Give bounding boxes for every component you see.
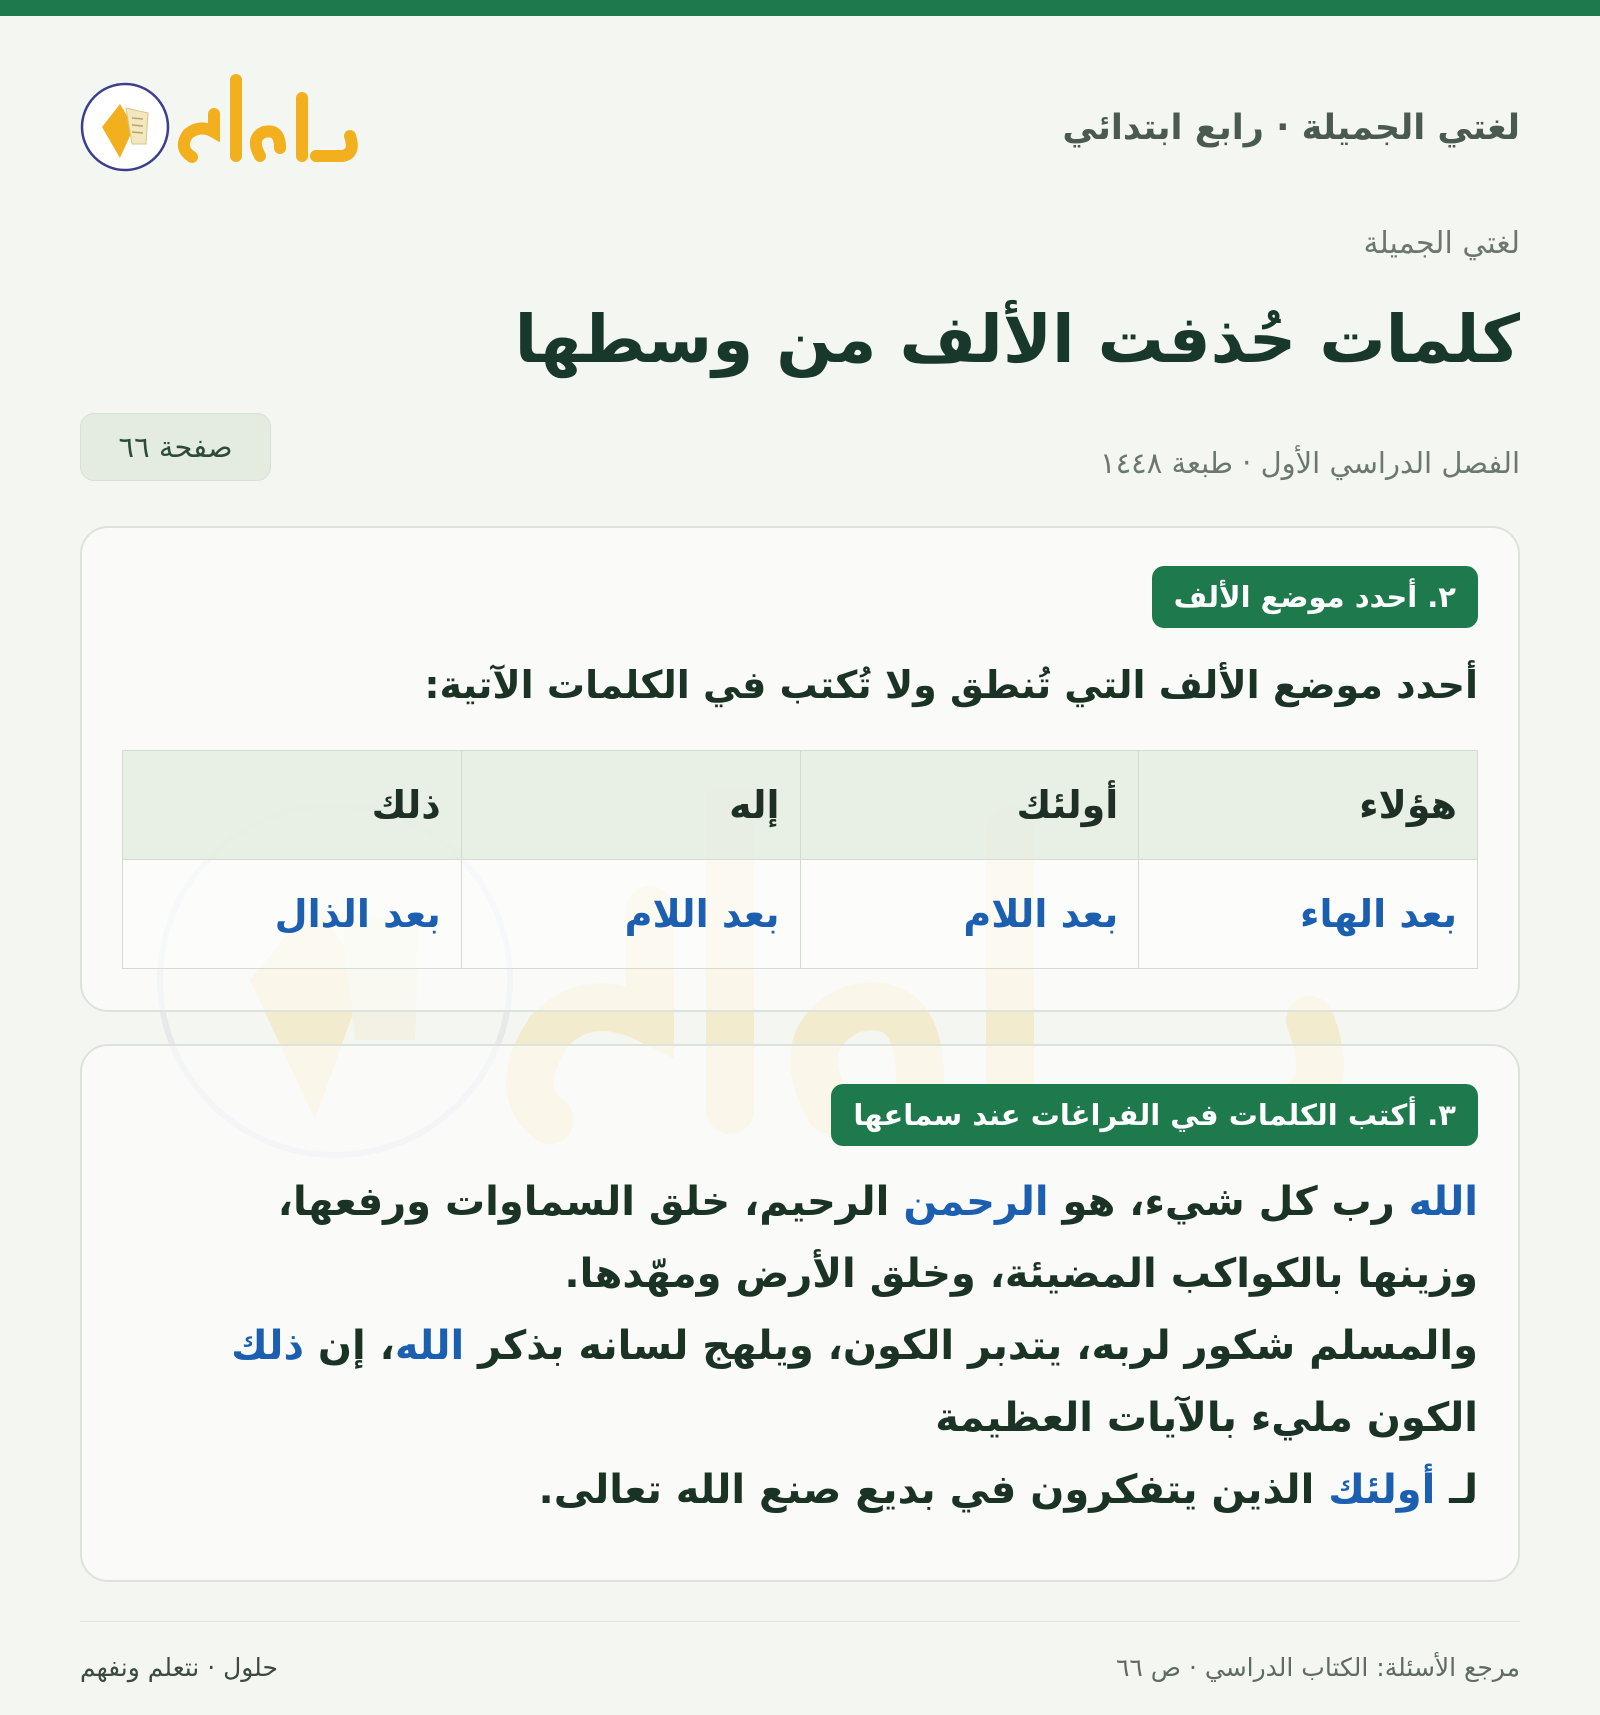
book-title: لغتي الجميلة · رابع ابتدائي bbox=[1062, 108, 1520, 148]
answer-cell: بعد الهاء bbox=[1139, 860, 1478, 969]
answer-cell: بعد اللام bbox=[800, 860, 1139, 969]
exercise-question: أحدد موضع الألف التي تُنطق ولا تُكتب في الكلمات الآتية: bbox=[424, 663, 1478, 707]
table-header-cell: إله bbox=[461, 751, 800, 860]
filled-word: ذلك bbox=[231, 1323, 304, 1369]
table-header-row bbox=[123, 751, 1478, 860]
answer-cell: بعد اللام bbox=[461, 860, 800, 969]
semester-meta: الفصل الدراسي الأول · طبعة ١٤٤٨ bbox=[1100, 446, 1520, 480]
page-title: كلمات حُذفت الألف من وسطها bbox=[514, 301, 1520, 378]
passage-text: الذين يتفكرون في بديع صنع الله تعالى. bbox=[538, 1467, 1329, 1513]
passage-text: والمسلم شكور لربه، يتدبر الكون، ويلهج لسانه بذكر bbox=[464, 1323, 1478, 1369]
answer-cell: بعد الذال bbox=[123, 860, 462, 969]
footer-divider bbox=[80, 1621, 1520, 1622]
filled-word: الله bbox=[1408, 1179, 1478, 1225]
filled-word: الله bbox=[394, 1323, 465, 1369]
exercise-badge: ٢. أحدد موضع الألف bbox=[1152, 566, 1478, 628]
footer-brand[interactable]: حلول · نتعلم ونفهم bbox=[80, 1653, 278, 1682]
passage-text: ، إن bbox=[303, 1323, 395, 1369]
dictation-passage bbox=[148, 1166, 1478, 1526]
table-header-cell: أولئك bbox=[800, 751, 1139, 860]
table-row bbox=[123, 860, 1478, 969]
page-number-chip: صفحة ٦٦ bbox=[80, 413, 271, 481]
table-header-cell: ذلك bbox=[123, 751, 462, 860]
passage-text: الرحيم، خلق السماوات ورفعها، وزينها بالكواكب المضيئة، وخلق الأرض ومهّدها. bbox=[277, 1179, 1478, 1297]
exercise-badge: ٣. أكتب الكلمات في الفراغات عند سماعها bbox=[831, 1084, 1478, 1146]
hulul-logo[interactable] bbox=[80, 72, 360, 182]
filled-word: الرحمن bbox=[903, 1179, 1049, 1225]
top-accent-bar bbox=[0, 0, 1600, 16]
passage-text: رب كل شيء، هو bbox=[1048, 1179, 1409, 1225]
exercise-card-alif-position bbox=[80, 526, 1520, 1012]
exercise-card-dictation bbox=[80, 1044, 1520, 1582]
passage-text: الكون مليء بالآيات العظيمة bbox=[935, 1395, 1478, 1441]
table-header-cell: هؤلاء bbox=[1139, 751, 1478, 860]
breadcrumb[interactable]: لغتي الجميلة bbox=[1363, 226, 1520, 261]
answers-table bbox=[122, 750, 1478, 969]
filled-word: أولئك bbox=[1328, 1467, 1436, 1513]
passage-text: لـ bbox=[1435, 1467, 1478, 1513]
footer-reference: مرجع الأسئلة: الكتاب الدراسي · ص ٦٦ bbox=[1115, 1653, 1520, 1682]
